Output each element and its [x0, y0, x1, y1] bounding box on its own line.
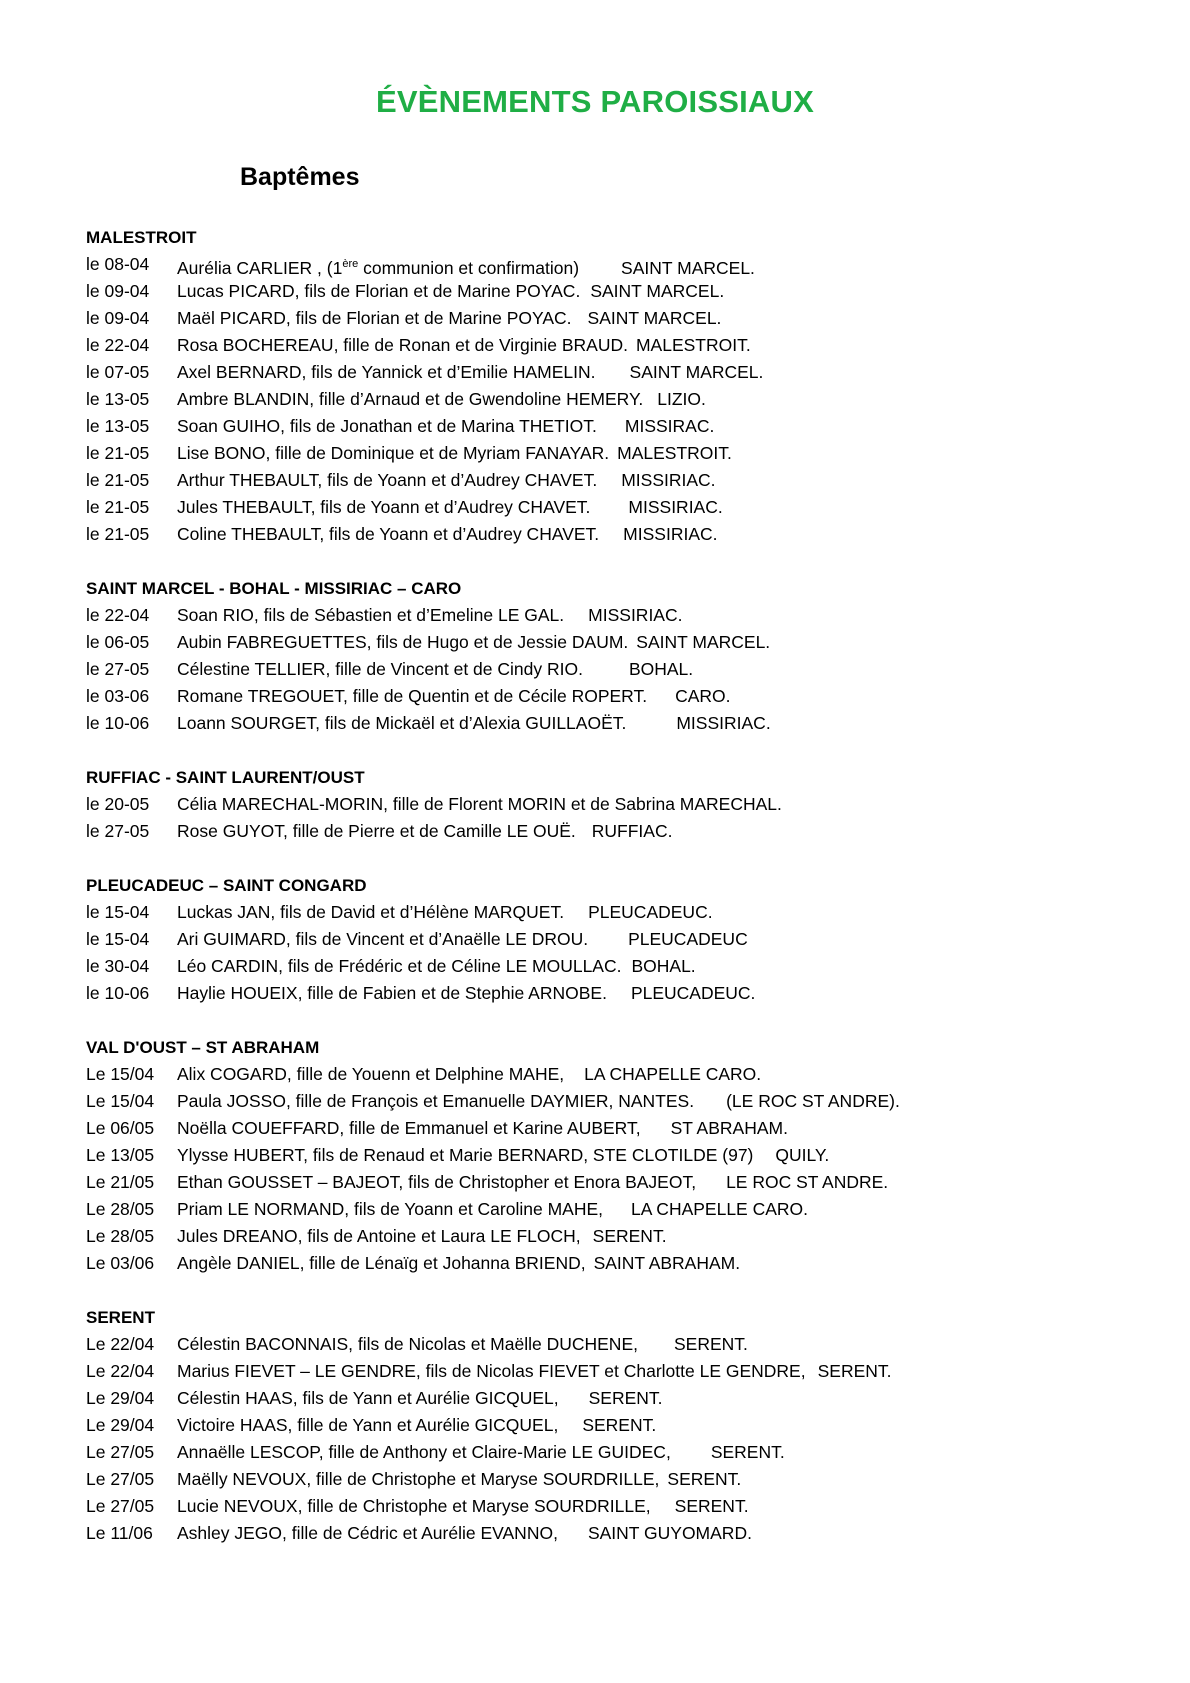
entry-date: le 21-05: [86, 443, 150, 463]
section-heading: MALESTROIT: [86, 228, 197, 247]
entry-text: Angèle DANIEL, fille de Lénaïg et Johanna BRIEND,: [177, 1253, 586, 1273]
entry-place: SERENT.: [673, 1334, 748, 1354]
entry-row: [86, 1493, 1146, 1520]
entry-description: [177, 1223, 667, 1250]
parish-section: [86, 872, 1146, 1007]
entry-row: [86, 1142, 1146, 1169]
entry-row: [86, 1466, 1146, 1493]
entry-description: [177, 1088, 900, 1115]
entry-place: SAINT GUYOMARD.: [587, 1523, 752, 1543]
entry-description: [177, 521, 718, 548]
entry-row: [86, 1169, 1146, 1196]
entry-date: le 27-05: [86, 821, 150, 841]
entry-date: le 03-06: [86, 686, 150, 706]
parish-section: [86, 1034, 1146, 1277]
entry-place: SAINT MARCEL.: [629, 362, 764, 382]
entry-text: Ambre BLANDIN, fille d’Arnaud et de Gwendoline HEMERY.: [177, 389, 644, 409]
entry-description: [177, 602, 682, 629]
entry-date: le 08-04: [86, 254, 150, 274]
entry-place: SAINT ABRAHAM.: [593, 1253, 741, 1273]
entry-row: [86, 278, 1146, 305]
entry-text: Soan RIO, fils de Sébastien et d’Emeline LE GAL.: [177, 605, 565, 625]
entry-text: Soan GUIHO, fils de Jonathan et de Marina THETIOT.: [177, 416, 597, 436]
entry-description: [177, 791, 782, 818]
entry-place: ST ABRAHAM.: [670, 1118, 788, 1138]
entry-date: le 09-04: [86, 308, 150, 328]
entry-text: Haylie HOUEIX, fille de Fabien et de Stephie ARNOBE.: [177, 983, 607, 1003]
section-heading: SAINT MARCEL - BOHAL - MISSIRIAC – CARO: [86, 579, 462, 598]
entry-text: Priam LE NORMAND, fils de Yoann et Caroline MAHE,: [177, 1199, 603, 1219]
entry-text: Noëlla COUEFFARD, fille de Emmanuel et Karine AUBERT,: [177, 1118, 641, 1138]
entry-description: [177, 1385, 663, 1412]
entry-row: [86, 710, 1146, 737]
entry-text: Romane TREGOUET, fille de Quentin et de Cécile ROPERT.: [177, 686, 648, 706]
entry-description: [177, 278, 724, 305]
entry-place: LIZIO.: [657, 389, 706, 409]
entry-text: Victoire HAAS, fille de Yann et Aurélie GICQUEL,: [177, 1415, 559, 1435]
entry-place: BOHAL.: [631, 956, 696, 976]
entry-date: Le 06/05: [86, 1118, 155, 1138]
entry-row: [86, 1358, 1146, 1385]
entry-place: MALESTROIT.: [617, 443, 732, 463]
entry-description: [177, 1439, 785, 1466]
entry-description: [177, 1061, 761, 1088]
entry-place: MISSIRIAC.: [588, 605, 683, 625]
entry-date: le 22-04: [86, 335, 150, 355]
baptism-list: [86, 224, 1146, 1574]
entry-description: [177, 1142, 829, 1169]
entry-date: Le 15/04: [86, 1091, 155, 1111]
entry-date: le 06-05: [86, 632, 150, 652]
entry-place: (LE ROC ST ANDRE).: [726, 1091, 900, 1111]
entry-date: Le 21/05: [86, 1172, 155, 1192]
entry-place: LA CHAPELLE CARO.: [631, 1199, 809, 1219]
entry-description: [177, 818, 672, 845]
entry-row: [86, 440, 1146, 467]
entry-date: Le 13/05: [86, 1145, 155, 1165]
entry-date: le 21-05: [86, 524, 150, 544]
entry-description: [177, 440, 732, 467]
entry-row: [86, 1331, 1146, 1358]
entry-text: Lucie NEVOUX, fille de Christophe et Maryse SOURDRILLE,: [177, 1496, 651, 1516]
entry-place: SERENT.: [667, 1469, 742, 1489]
entry-date: le 21-05: [86, 470, 150, 490]
entry-row: [86, 1061, 1146, 1088]
entry-row: [86, 521, 1146, 548]
entry-row: [86, 1250, 1146, 1277]
entry-text: Axel BERNARD, fils de Yannick et d’Emilie HAMELIN.: [177, 362, 596, 382]
entry-date: Le 29/04: [86, 1388, 155, 1408]
entry-date: le 10-06: [86, 713, 150, 733]
page-title: ÉVÈNEMENTS PAROISSIAUX: [376, 84, 814, 119]
entry-date: le 13-05: [86, 416, 150, 436]
entry-text: Célestine TELLIER, fille de Vincent et de Cindy RIO.: [177, 659, 583, 679]
entry-text: Alix COGARD, fille de Youenn et Delphine MAHE,: [177, 1064, 565, 1084]
section-heading: RUFFIAC - SAINT LAURENT/OUST: [86, 768, 365, 787]
entry-date: Le 28/05: [86, 1199, 155, 1219]
entry-description: [177, 683, 731, 710]
entry-text: Paula JOSSO, fille de François et Emanuelle DAYMIER, NANTES.: [177, 1091, 695, 1111]
entry-place: CARO.: [675, 686, 731, 706]
entry-description: [177, 332, 751, 359]
entry-description: [177, 1250, 740, 1277]
parish-section: [86, 764, 1146, 845]
entry-text: Maël PICARD, fils de Florian et de Marine POYAC.: [177, 308, 572, 328]
entry-description: [177, 899, 713, 926]
entry-text: Ethan GOUSSET – BAJEOT, fils de Christopher et Enora BAJEOT,: [177, 1172, 697, 1192]
entry-row: [86, 656, 1146, 683]
entry-row: [86, 467, 1146, 494]
entry-date: le 22-04: [86, 605, 150, 625]
section-heading: SERENT: [86, 1308, 155, 1327]
entry-text: Loann SOURGET, fils de Mickaël et d’Alexia GUILLAOËT.: [177, 713, 627, 733]
entry-place: SERENT.: [817, 1361, 892, 1381]
entry-text: Maëlly NEVOUX, fille de Christophe et Maryse SOURDRILLE,: [177, 1469, 660, 1489]
entry-place: SERENT.: [674, 1496, 749, 1516]
entry-text: Annaëlle LESCOP, fille de Anthony et Claire-Marie LE GUIDEC,: [177, 1442, 671, 1462]
entry-place: PLEUCADEUC: [628, 929, 748, 949]
entry-date: Le 29/04: [86, 1415, 155, 1435]
entry-place: MALESTROIT.: [635, 335, 751, 355]
entry-text: Luckas JAN, fils de David et d’Hélène MARQUET.: [177, 902, 565, 922]
entry-place: SERENT.: [588, 1388, 663, 1408]
entry-row: [86, 1439, 1146, 1466]
entry-text: Célestin BACONNAIS, fils de Nicolas et Maëlle DUCHENE,: [177, 1334, 638, 1354]
entry-description: [177, 1331, 748, 1358]
entry-date: le 10-06: [86, 983, 150, 1003]
entry-description: [177, 386, 706, 413]
entry-row: [86, 1520, 1146, 1547]
entry-description: [177, 980, 755, 1007]
entry-text: Coline THEBAULT, fils de Yoann et d’Audrey CHAVET.: [177, 524, 600, 544]
entry-text: Aubin FABREGUETTES, fils de Hugo et de Jessie DAUM.: [177, 632, 629, 652]
entry-row: [86, 359, 1146, 386]
entry-text-continued: communion et confirmation): [358, 258, 580, 278]
entry-date: le 15-04: [86, 929, 150, 949]
entry-date: Le 15/04: [86, 1064, 155, 1084]
entry-place: SERENT.: [710, 1442, 785, 1462]
entry-text: Ari GUIMARD, fils de Vincent et d’Anaëlle LE DROU.: [177, 929, 589, 949]
entry-place: BOHAL.: [628, 659, 694, 679]
entry-text: Lucas PICARD, fils de Florian et de Marine POYAC.: [177, 281, 581, 301]
entry-text: Aurélia CARLIER , (1: [177, 258, 343, 278]
entry-row: [86, 332, 1146, 359]
entry-row: [86, 602, 1146, 629]
entry-place: RUFFIAC.: [591, 821, 673, 841]
entry-date: Le 11/06: [86, 1523, 153, 1543]
entry-date: Le 03/06: [86, 1253, 155, 1273]
entry-text: Ashley JEGO, fille de Cédric et Aurélie EVANNO,: [177, 1523, 558, 1543]
entry-description: [177, 359, 763, 386]
entry-date: Le 27/05: [86, 1469, 155, 1489]
entry-text: Célia MARECHAL-MORIN, fille de Florent MORIN et de Sabrina MARECHAL.: [177, 794, 782, 814]
entry-row: [86, 980, 1146, 1007]
entry-text: Lise BONO, fille de Dominique et de Myriam FANAYAR.: [177, 443, 610, 463]
entry-row: [86, 683, 1146, 710]
entry-description: [177, 656, 693, 683]
entry-description: [177, 1466, 741, 1493]
entry-description: [177, 467, 716, 494]
entry-row: [86, 899, 1146, 926]
entry-text: Ylysse HUBERT, fils de Renaud et Marie BERNARD, STE CLOTILDE (97): [177, 1145, 754, 1165]
entry-place: SERENT.: [582, 1415, 657, 1435]
entry-description: [177, 305, 721, 332]
entry-description: [177, 494, 723, 521]
entry-row: [86, 1412, 1146, 1439]
entry-row: [86, 953, 1146, 980]
entry-place: LE ROC ST ANDRE.: [726, 1172, 889, 1192]
entry-row: [86, 386, 1146, 413]
entry-row: [86, 413, 1146, 440]
section-subtitle: Baptêmes: [240, 163, 360, 191]
entry-place: QUILY.: [775, 1145, 830, 1165]
entry-place: MISSIRIAC.: [621, 470, 716, 490]
section-heading: PLEUCADEUC – SAINT CONGARD: [86, 876, 367, 895]
entry-row: [86, 1115, 1146, 1142]
entry-date: Le 22/04: [86, 1361, 155, 1381]
entry-text: Rosa BOCHEREAU, fille de Ronan et de Virginie BRAUD.: [177, 335, 628, 355]
entry-place: SAINT MARCEL.: [590, 281, 725, 301]
entry-description: [177, 710, 771, 737]
entry-description: [177, 926, 748, 953]
entry-description: [177, 1358, 892, 1385]
entry-row: [86, 1223, 1146, 1250]
entry-text: Marius FIEVET – LE GENDRE, fils de Nicolas FIEVET et Charlotte LE GENDRE,: [177, 1361, 806, 1381]
entry-superscript: ère: [342, 258, 359, 270]
entry-description: [177, 629, 770, 656]
entry-date: Le 28/05: [86, 1226, 155, 1246]
entry-date: le 13-05: [86, 389, 150, 409]
entry-row: [86, 818, 1146, 845]
entry-description: [177, 413, 714, 440]
entry-row: [86, 305, 1146, 332]
entry-place: MISSIRIAC.: [628, 497, 723, 517]
entry-date: le 21-05: [86, 497, 150, 517]
entry-text: Rose GUYOT, fille de Pierre et de Camille LE OUË.: [177, 821, 576, 841]
entry-date: Le 27/05: [86, 1496, 155, 1516]
entry-date: le 30-04: [86, 956, 150, 976]
entry-place: MISSIRIAC.: [676, 713, 771, 733]
entry-text: Arthur THEBAULT, fils de Yoann et d’Audrey CHAVET.: [177, 470, 598, 490]
entry-description: [177, 1169, 888, 1196]
entry-row: [86, 251, 1146, 278]
entry-row: [86, 1088, 1146, 1115]
entry-description: [177, 1196, 808, 1223]
entry-text: Célestin HAAS, fils de Yann et Aurélie GICQUEL,: [177, 1388, 559, 1408]
entry-row: [86, 791, 1146, 818]
entry-row: [86, 926, 1146, 953]
entry-date: le 27-05: [86, 659, 150, 679]
entry-row: [86, 494, 1146, 521]
entry-place: PLEUCADEUC.: [630, 983, 756, 1003]
entry-description: [177, 1520, 752, 1547]
entry-place: LA CHAPELLE CARO.: [584, 1064, 762, 1084]
entry-place: MISSIRAC.: [624, 416, 715, 436]
entry-place: SAINT MARCEL.: [621, 258, 755, 278]
entry-text: Léo CARDIN, fils de Frédéric et de Céline LE MOULLAC.: [177, 956, 622, 976]
entry-date: le 15-04: [86, 902, 150, 922]
entry-description: [177, 953, 696, 980]
entry-row: [86, 629, 1146, 656]
parish-section: [86, 1304, 1146, 1547]
entry-date: le 20-05: [86, 794, 150, 814]
section-heading: VAL D'OUST – ST ABRAHAM: [86, 1038, 320, 1057]
entry-date: Le 22/04: [86, 1334, 155, 1354]
entry-place: SAINT MARCEL.: [636, 632, 771, 652]
entry-place: SAINT MARCEL.: [587, 308, 722, 328]
entry-place: MISSIRIAC.: [623, 524, 718, 544]
entry-text: Jules THEBAULT, fils de Yoann et d’Audrey CHAVET.: [177, 497, 591, 517]
parish-section: [86, 224, 1146, 548]
entry-description: [177, 1115, 788, 1142]
entry-place: SERENT.: [592, 1226, 667, 1246]
entry-date: le 07-05: [86, 362, 150, 382]
parish-section: [86, 575, 1146, 737]
entry-date: Le 27/05: [86, 1442, 155, 1462]
entry-text: Jules DREANO, fils de Antoine et Laura LE FLOCH,: [177, 1226, 581, 1246]
entry-place: PLEUCADEUC.: [588, 902, 713, 922]
entry-row: [86, 1385, 1146, 1412]
entry-row: [86, 1196, 1146, 1223]
entry-description: [177, 1493, 749, 1520]
entry-description: [177, 1412, 656, 1439]
entry-date: le 09-04: [86, 281, 150, 301]
